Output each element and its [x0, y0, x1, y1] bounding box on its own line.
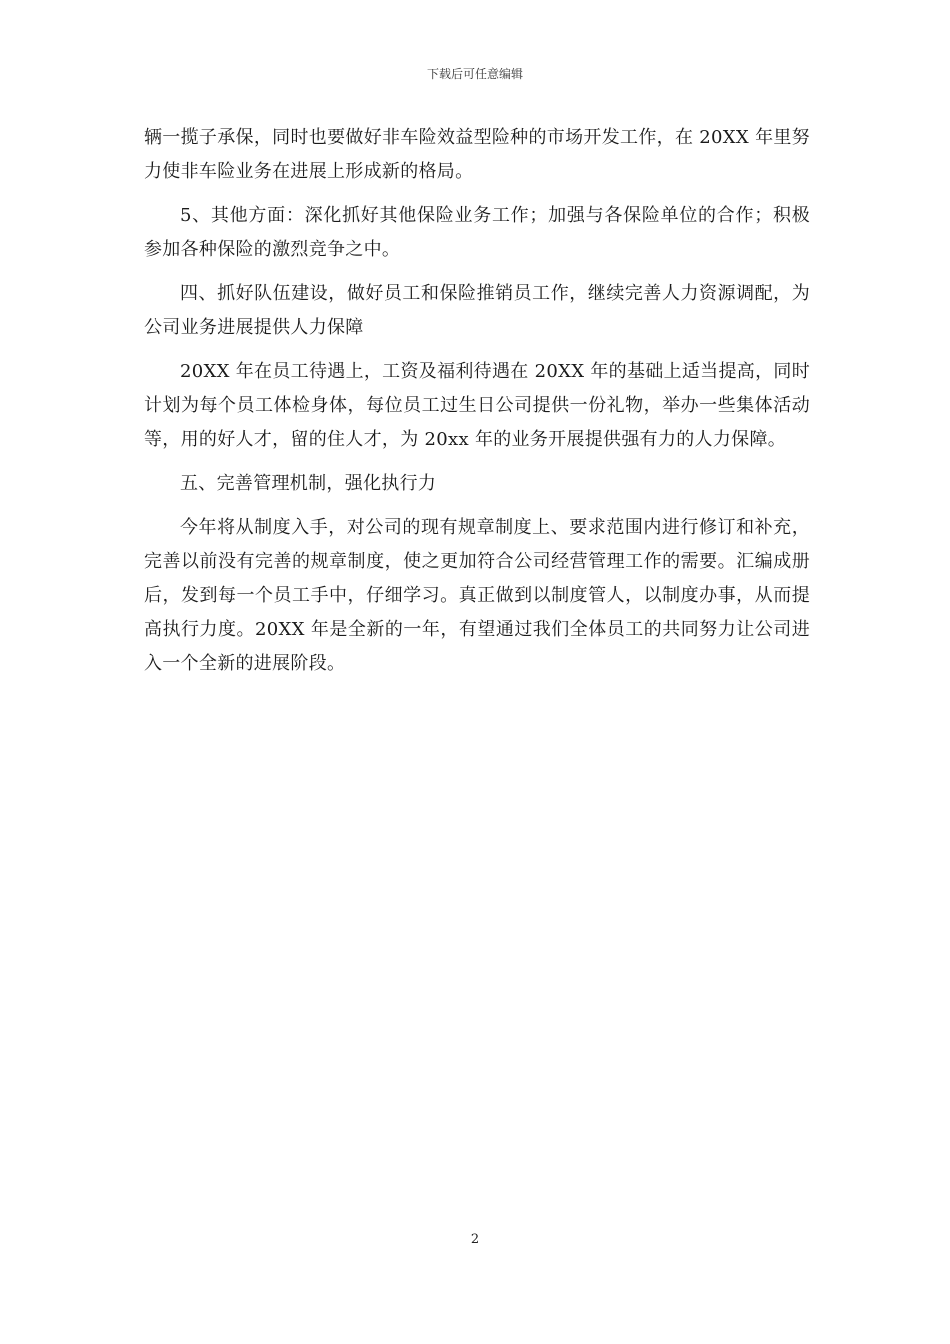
page-header: 下载后可任意编辑: [426, 67, 523, 81]
paragraph-continuation: 辆一揽子承保，同时也要做好非车险效益型险种的市场开发工作，在 20XX 年里努力使非车险业务在进展上形成新的格局。: [144, 127, 810, 182]
paragraph-management-system: 今年将从制度入手，对公司的现有规章制度上、要求范围内进行修订和补充，完善以前没有完善的规章制度，使之更加符合公司经营管理工作的需要。汇编成册后，发到每一个员工手中，仔细学习。真正做到以制度管人，以制度办事，从而提高执行力度。20XX 年是全新的一年，有望通过我们全体员工的共同努力让公司进入一个全新的进展阶段。: [144, 517, 810, 674]
document-body: [144, 121, 810, 691]
paragraph-employee-benefits: 20XX 年在员工待遇上，工资及福利待遇在 20XX 年的基础上适当提高，同时计划为每个员工体检身体，每位员工过生日公司提供一份礼物，举办一些集体活动等，用的好人才，留的住人才，为 20xx 年的业务开展提供强有力的人力保障。: [144, 361, 810, 450]
section-heading-management: 五、完善管理机制，强化执行力: [180, 473, 437, 494]
page-number: 2: [470, 1232, 480, 1247]
section-heading-team-building: 四、抓好队伍建设，做好员工和保险推销员工作，继续完善人力资源调配，为公司业务进展提供人力保障: [144, 283, 810, 338]
paragraph-other-aspects: 5、其他方面：深化抓好其他保险业务工作；加强与各保险单位的合作；积极参加各种保险的激烈竞争之中。: [144, 205, 810, 260]
